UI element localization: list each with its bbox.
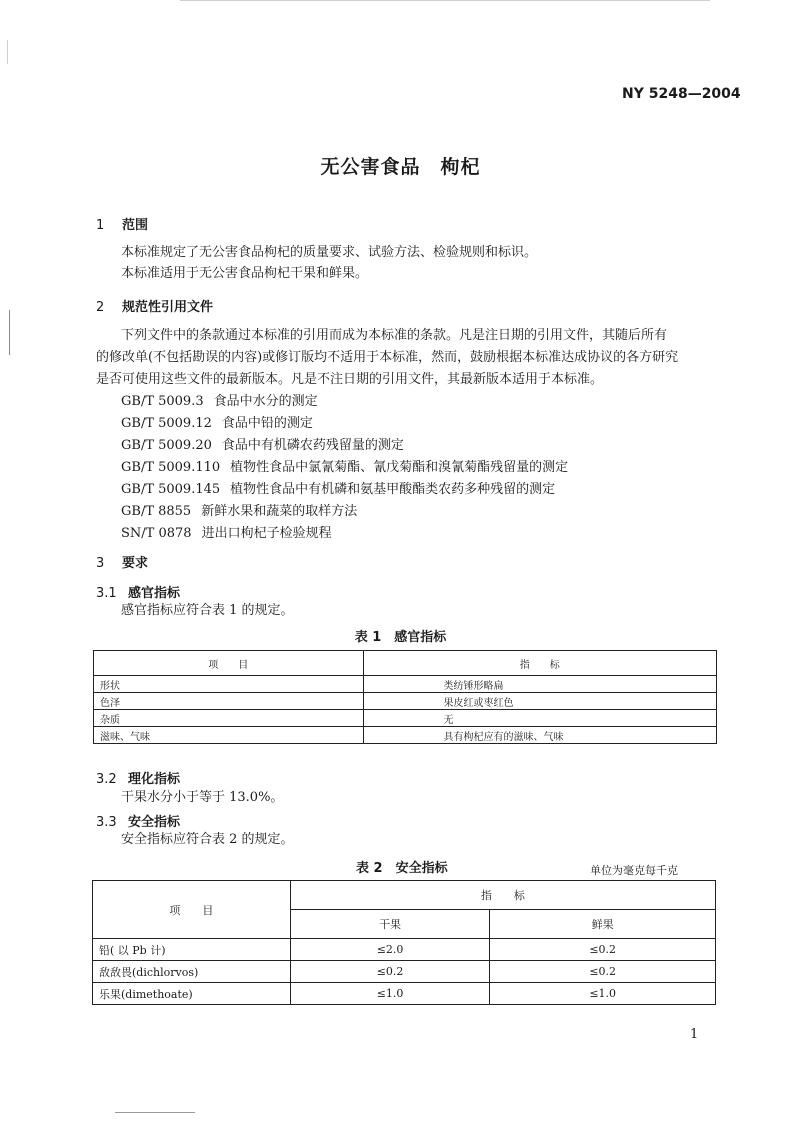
reference-item: GB/T 5009.12 食品中铅的测定 — [121, 416, 313, 431]
reference-item: GB/T 5009.3 食品中水分的测定 — [121, 394, 318, 409]
section-title: 理化指标 — [128, 772, 181, 787]
reference-item: GB/T 8855 新鲜水果和蔬菜的取样方法 — [121, 504, 358, 519]
table-header-cell: 项 目 — [94, 651, 364, 676]
table-2-caption: 表 2 安全指标 — [356, 861, 448, 876]
section-1-para-1: 本标准规定了无公害食品枸杞的质量要求、试验方法、检验规则和标识。 — [121, 245, 538, 260]
table-row: 乐果(dimethoate) ≤1.0 ≤1.0 — [93, 983, 716, 1005]
section-title: 要求 — [122, 556, 149, 571]
table-2 — [92, 880, 716, 1005]
section-number: 3.2 — [96, 772, 117, 787]
page-number: 1 — [690, 1027, 699, 1042]
section-3-1-heading — [96, 582, 180, 601]
section-3-heading — [96, 552, 148, 571]
section-1-heading — [96, 214, 148, 233]
section-3-2-heading — [96, 768, 180, 787]
table-row: 杂质 无 — [94, 710, 717, 727]
reference-item: GB/T 5009.110 植物性食品中氯氰菊酯、氰戊菊酯和溴氰菊酯残留量的测定 — [121, 460, 569, 475]
scan-artifact-left-2 — [9, 310, 10, 355]
table-header-cell: 干果 — [290, 910, 490, 939]
table-header-row — [94, 651, 717, 676]
table-header-cell: 指 标 — [290, 881, 715, 910]
section-3-1-text: 感官指标应符合表 1 的规定。 — [121, 603, 294, 618]
table-row: 敌敌畏(dichlorvos) ≤0.2 ≤0.2 — [93, 961, 716, 983]
section-2-intro-line-1: 下列文件中的条款通过本标准的引用而成为本标准的条款。凡是注日期的引用文件，其随后所有 — [121, 328, 668, 343]
scan-artifact-bottom — [115, 1112, 195, 1113]
table-row: 铅( 以 Pb 计) ≤2.0 ≤0.2 — [93, 939, 716, 961]
section-title: 感官指标 — [128, 586, 181, 601]
section-3-3-heading — [96, 811, 180, 830]
reference-item: GB/T 5009.145 植物性食品中有机磷和氨基甲酸酯类农药多种残留的测定 — [121, 482, 556, 497]
section-2-intro-line-3: 是否可使用这些文件的最新版本。凡是不注日期的引用文件，其最新版本适用于本标准。 — [96, 372, 604, 387]
section-1-para-2: 本标准适用于无公害食品枸杞干果和鲜果。 — [121, 266, 369, 281]
section-number: 2 — [96, 300, 105, 315]
table-row: 滋味、气味 具有枸杞应有的滋味、气味 — [94, 727, 717, 744]
standard-number: NY 5248—2004 — [622, 86, 741, 102]
table-2-unit: 单位为毫克每千克 — [590, 864, 678, 877]
table-header-cell: 指 标 — [363, 651, 717, 676]
section-2-heading — [96, 296, 213, 315]
scan-artifact-top — [180, 0, 710, 1]
table-row: 色泽 果皮红或枣红色 — [94, 693, 717, 710]
section-3-3-text: 安全指标应符合表 2 的规定。 — [121, 832, 294, 847]
table-1 — [93, 650, 717, 744]
section-number: 3.3 — [96, 815, 117, 830]
table-1-caption: 表 1 感官指标 — [354, 630, 447, 645]
section-title: 范围 — [122, 218, 149, 233]
section-number: 1 — [96, 218, 105, 233]
section-2-intro-line-2: 的修改单(不包括勘误的内容)或修订版均不适用于本标准，然而，鼓励根据本标准达成协议的各方研究 — [96, 350, 679, 365]
reference-item: SN/T 0878 进出口枸杞子检验规程 — [121, 526, 332, 541]
table-header-cell: 鲜果 — [490, 910, 716, 939]
page-title: 无公害食品 枸杞 — [320, 156, 481, 178]
section-3-2-text: 干果水分小于等于 13.0%。 — [121, 790, 284, 805]
table-row: 形状 类纺锤形略扁 — [94, 676, 717, 693]
scan-artifact-left — [7, 40, 8, 64]
section-title: 规范性引用文件 — [122, 300, 214, 315]
section-number: 3.1 — [96, 586, 117, 601]
table-header-cell: 项 目 — [93, 881, 291, 939]
section-number: 3 — [96, 556, 105, 571]
reference-item: GB/T 5009.20 食品中有机磷农药残留量的测定 — [121, 438, 404, 453]
table-header-row — [93, 881, 716, 910]
section-title: 安全指标 — [128, 815, 181, 830]
